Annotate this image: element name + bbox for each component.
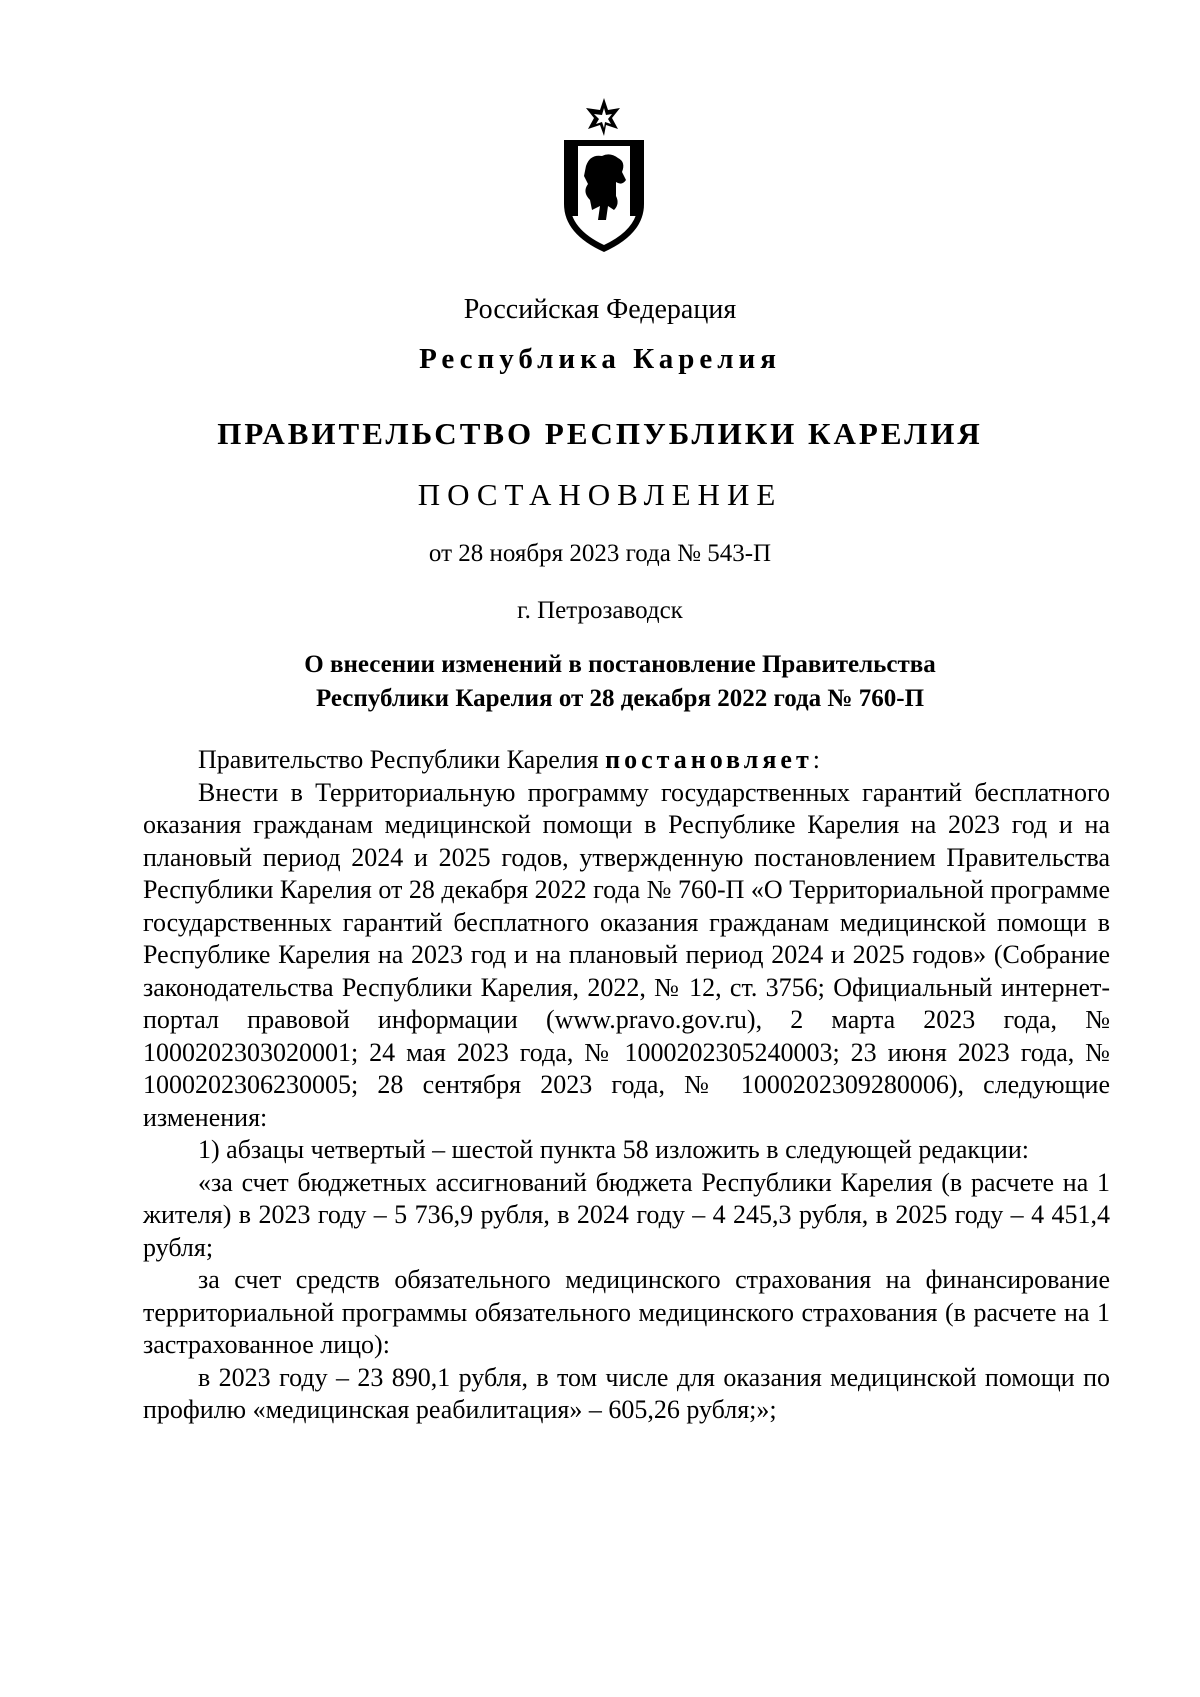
paragraph-2: 1) абзацы четвертый – шестой пункта 58 изложить в следующей редакции: [198,1135,1029,1164]
intro-suffix: : [812,745,820,774]
government-title: ПРАВИТЕЛЬСТВО РЕСПУБЛИКИ КАРЕЛИЯ [217,416,983,451]
date-number: от 28 ноября 2023 года № 543-П [428,540,772,567]
paragraph-4: за счет средств обязательного медицинского страхования на финансирование территориальной программы обязательного медицинского страхования (в расчете на 1 застрахованное лицо): [143,1265,1110,1359]
intro-verb: постановляет [605,745,813,774]
paragraph-1: Внести в Территориальную программу государственных гарантий бесплатного оказания гражданам медицинской помощи в Республике Карелия на 2023 год и на плановый период 2024 и 2025 годов, утвержденную постановлением Правительства Республики Карелия от 28 декабря 2022 года № 760-П «О Территориальной программе государственных гарантий бесплатного оказания гражданам медицинской помощи в Республике Карелия на 2023 год и на плановый период 2024 и 2025 годов» (Собрание законодательства Республики Карелия, 2022, № 12, ст. 3756; Официальный интернет-портал правовой информации (www.pravo.gov.ru), 2 марта 2023 года, № 1000202303020001; 24 мая 2023 года, № 1000202305240003; 23 июня 2023 года, № 1000202306230005; 28 сентября 2023 года, № 1000202309280006), следующие изменения: [143,777,1110,1132]
document-type: ПОСТАНОВЛЕНИЕ [417,477,783,512]
document-body [143,744,1110,1427]
subject-line-2: Республики Карелия от 28 декабря 2022 года № 760-П [315,685,925,712]
document-subject [240,648,1000,716]
country-name: Российская Федерация [463,294,737,325]
karelia-coat-of-arms-icon [556,96,652,256]
paragraph-3: «за счет бюджетных ассигнований бюджета Республики Карелия (в расчете на 1 жителя) в 2023 году – 5 736,9 рубля, в 2024 году – 4 245,3 рубля, в 2025 году – 4 451,4 рубля; [143,1167,1110,1262]
city: г. Петрозаводск [517,597,683,624]
intro-prefix: Правительство Республики Карелия [198,745,606,774]
republic-name: Республика Карелия [419,343,781,375]
intro-paragraph [143,744,1110,777]
paragraph-5: в 2023 году – 23 890,1 рубля, в том числе для оказания медицинской помощи по профилю «медицинская реабилитация» – 605,26 рубля;»; [143,1362,1110,1424]
subject-line-1: О внесении изменений в постановление Правительства [304,651,936,678]
